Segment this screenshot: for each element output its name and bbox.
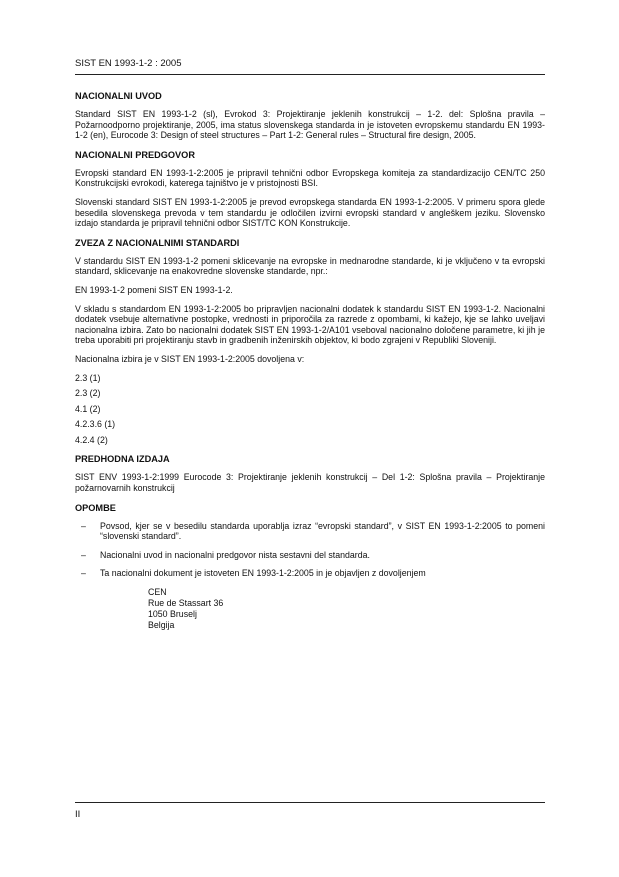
dash-bullet: – <box>81 549 86 560</box>
address-line: CEN <box>148 587 167 598</box>
paragraph: SIST ENV 1993-1-2:1999 Eurocode 3: Projektiranje jeklenih konstrukcij – Del 1-2: Splošna pravila – Projektiranje požarnovarnih konstrukcij <box>75 472 545 494</box>
document-body <box>75 91 545 631</box>
paragraph: V standardu SIST EN 1993-1-2 pomeni sklicevanje na evropske in mednarodne standarde, ki je vključeno v ta evropski standard, sklicevanje na enakovredne slovenske standarde, npr.: <box>75 255 545 277</box>
note-text: Nacionalni uvod in nacionalni predgovor nista sestavni del standarda. <box>100 549 370 560</box>
clause-item: 2.3 (2) <box>75 388 101 399</box>
paragraph: Evropski standard EN 1993-1-2:2005 je pripravil tehnični odbor Evropskega komiteja za standardizacijo CEN/TC 250 Konstrukcijski evrokodi, katerega tajništvo je v pristojnosti BSI. <box>75 167 545 189</box>
header-divider <box>75 74 545 75</box>
note-item <box>75 550 545 561</box>
section-predhodna-izdaja <box>75 454 545 493</box>
document-header-title: SIST EN 1993-1-2 : 2005 <box>75 58 182 69</box>
clause-item: 4.2.3.6 (1) <box>75 419 116 430</box>
page-number: II <box>75 809 81 820</box>
section-opombe <box>75 503 545 631</box>
note-item <box>75 568 545 579</box>
cen-address <box>148 587 545 631</box>
dash-bullet: – <box>81 568 86 579</box>
address-line: Rue de Stassart 36 <box>148 598 224 609</box>
footer-divider <box>75 802 545 803</box>
clause-item: 4.1 (2) <box>75 403 101 414</box>
section-heading: PREDHODNA IZDAJA <box>75 454 170 465</box>
section-nacionalni-predgovor <box>75 150 545 229</box>
section-heading: NACIONALNI UVOD <box>75 91 162 101</box>
paragraph: Standard SIST EN 1993-1-2 (sl), Evrokod 3: Projektiranje jeklenih konstrukcij – 1-2. del: Splošna pravila – Požarnoodporno projektiranje, 2005, ima status slovenskega standarda in je istoveten evropskemu standardu EN 1993-1-2 (en), Eurocode 3: Design of steel structures – Part 1-2: General rules – Structural fire design, 2005. <box>75 109 545 141</box>
note-text: Povsod, kjer se v besedilu standarda uporablja izraz “evropski standard”, v SIST EN 1993-1-2:2005 to pomeni “slovenski standard”. <box>100 520 545 542</box>
clause-item: 2.3 (1) <box>75 372 101 383</box>
section-zveza-z-nacionalnimi-standardi <box>75 238 545 446</box>
clause-item: 4.2.4 (2) <box>75 434 108 445</box>
clause-list <box>75 373 545 446</box>
note-item <box>75 521 545 542</box>
dash-bullet: – <box>81 520 86 531</box>
section-heading: NACIONALNI PREDGOVOR <box>75 149 195 160</box>
section-heading: ZVEZA Z NACIONALNIMI STANDARDI <box>75 237 240 248</box>
paragraph: EN 1993-1-2 pomeni SIST EN 1993-1-2. <box>75 284 233 295</box>
paragraph: V skladu s standardom EN 1993-1-2:2005 bo pripravljen nacionalni dodatek k standardu SIST EN 1993-1-2. Nacionalni dodatek vsebuje alternativne postopke, vrednosti in priporočila za razrede z opombami, ki kažejo, kje se lahko uveljavi nacionalna izbira. Zato bo nacionalni dodatek SIST EN 1993-1-2/A101 vseboval nacionalno določene parametre, ki jih je treba uporabiti pri projektiranju stavb in gradbenih inženirskih objektov, ki bodo zgrajeni v Republiki Sloveniji. <box>75 303 545 346</box>
paragraph: Nacionalna izbira je v SIST EN 1993-1-2:2005 dovoljena v: <box>75 353 305 364</box>
note-text: Ta nacionalni dokument je istoveten EN 1993-1-2:2005 in je objavljen z dovoljenjem <box>100 568 426 579</box>
address-line: 1050 Bruselj <box>148 609 197 620</box>
paragraph: Slovenski standard SIST EN 1993-1-2:2005 je prevod evropskega standarda EN 1993-1-2:2005. V primeru spora glede besedila slovenskega prevoda v tem standardu je odločilen izvirni evropski standard v angleškem jeziku. Slovensko izdajo standarda je pripravil tehnični odbor SIST/TC KON Konstrukcije. <box>75 196 545 229</box>
address-line: Belgija <box>148 620 175 631</box>
section-nacionalni-uvod <box>75 91 545 141</box>
section-heading: OPOMBE <box>75 502 116 513</box>
